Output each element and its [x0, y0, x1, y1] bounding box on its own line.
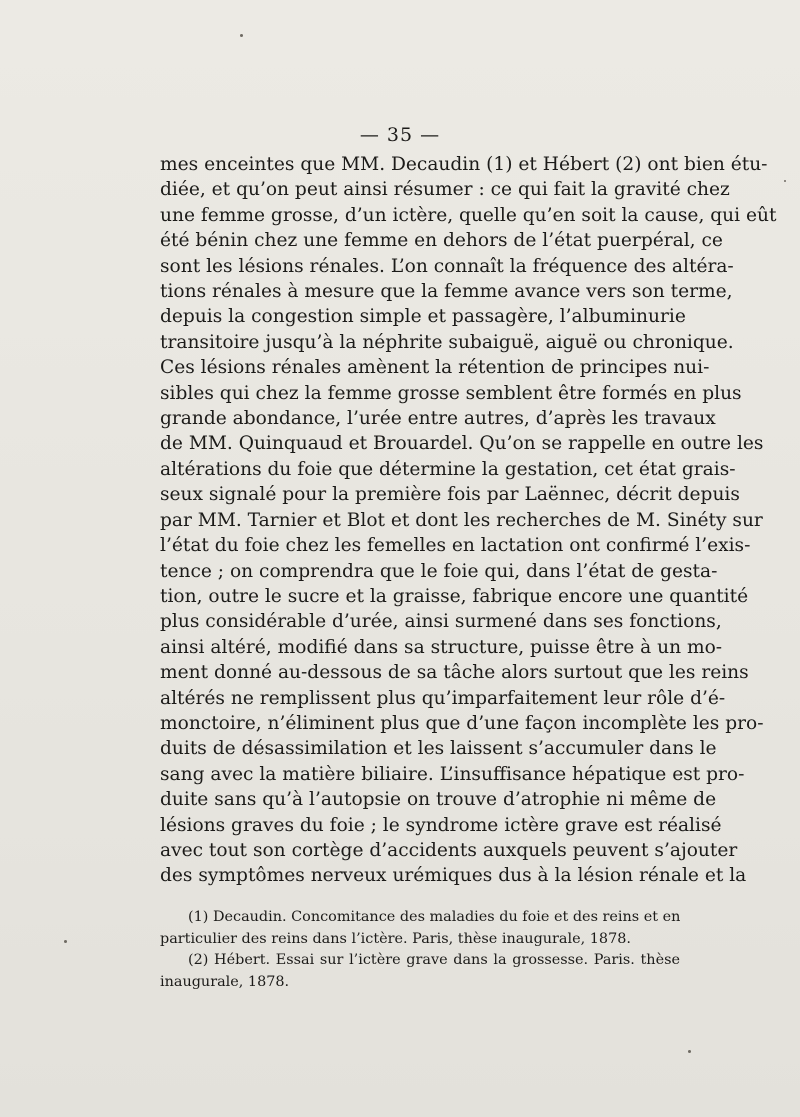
body-paragraph — [160, 152, 777, 889]
text-line: des symptômes nerveux urémiques dus à la lésion rénale et la — [160, 865, 747, 887]
text-line: seux signalé pour la première fois par Laënnec, décrit depuis — [160, 484, 740, 506]
footnotes — [160, 907, 680, 993]
text-line: tions rénales à mesure que la femme avance vers son terme, — [160, 281, 733, 303]
text-line: une femme grosse, d’un ictère, quelle qu’en soit la cause, qui eût — [160, 204, 777, 226]
text-line: transitoire jusqu’à la néphrite subaiguë, aiguë ou chronique. — [160, 331, 734, 353]
paper-speck — [688, 1050, 691, 1053]
text-line: ainsi altéré, modifié dans sa structure, puisse être à un mo- — [160, 636, 723, 658]
text-line: grande abondance, l’urée entre autres, d’après les travaux — [160, 408, 716, 430]
text-line: Ces lésions rénales amènent la rétention de principes nui- — [160, 357, 710, 379]
footnote-line: (2) Hébert. Essai sur l’ictère grave dans la grossesse. Paris. thèse — [188, 952, 680, 969]
text-line: par MM. Tarnier et Blot et dont les recherches de M. Sinéty sur — [160, 509, 763, 531]
text-line: altérations du foie que détermine la gestation, cet état grais- — [160, 458, 736, 480]
paper-speck — [784, 180, 786, 182]
text-line: sibles qui chez la femme grosse semblent être formés en plus — [160, 382, 742, 404]
text-line: de MM. Quinquaud et Brouardel. Qu’on se rappelle en outre les — [160, 433, 764, 455]
text-line: avec tout son cortège d’accidents auxquels peuvent s’ajouter — [160, 839, 738, 861]
text-line: lésions graves du foie ; le syndrome ictère grave est réalisé — [160, 814, 722, 836]
text-line: été bénin chez une femme en dehors de l’état puerpéral, ce — [160, 230, 723, 252]
footnote-line: particulier des reins dans l’ictère. Paris, thèse inaugurale, 1878. — [160, 930, 631, 947]
text-line: l’état du foie chez les femelles en lactation ont confirmé l’exis- — [160, 535, 751, 557]
footnote-2 — [160, 950, 680, 993]
text-line: duite sans qu’à l’autopsie on trouve d’atrophie ni même de — [160, 789, 717, 811]
footnote-line: inaugurale, 1878. — [160, 973, 290, 990]
footnote-line: (1) Decaudin. Concomitance des maladies du foie et des reins et en — [188, 909, 681, 925]
paper-speck — [64, 940, 67, 943]
text-line: sont les lésions rénales. L’on connaît la fréquence des altéra- — [160, 255, 734, 277]
paper-speck — [240, 34, 243, 37]
text-line: duits de désassimilation et les laissent s’accumuler dans le — [160, 738, 717, 760]
text-line: diée, et qu’on peut ainsi résumer : ce qui fait la gravité chez — [160, 179, 730, 201]
footnote-1 — [160, 907, 680, 950]
text-line: tion, outre le sucre et la graisse, fabrique encore une quantité — [160, 585, 749, 607]
text-line: tence ; on comprendra que le foie qui, dans l’état de gesta- — [160, 560, 718, 582]
text-line: altérés ne remplissent plus qu’imparfaitement leur rôle d’é- — [160, 687, 726, 709]
text-line: sang avec la matière biliaire. L’insuffisance hépatique est pro- — [160, 763, 745, 785]
text-line: ment donné au-dessous de sa tâche alors surtout que les reins — [160, 662, 749, 684]
page-number: — 35 — — [359, 124, 441, 146]
text-line: mes enceintes que MM. Decaudin (1) et Hébert (2) ont bien étu- — [160, 154, 768, 175]
text-line: depuis la congestion simple et passagère, l’albuminurie — [160, 306, 686, 328]
text-line: plus considérable d’urée, ainsi surmené dans ses fonctions, — [160, 611, 722, 633]
text-line: monctoire, n’éliminent plus que d’une façon incomplète les pro- — [160, 712, 764, 734]
